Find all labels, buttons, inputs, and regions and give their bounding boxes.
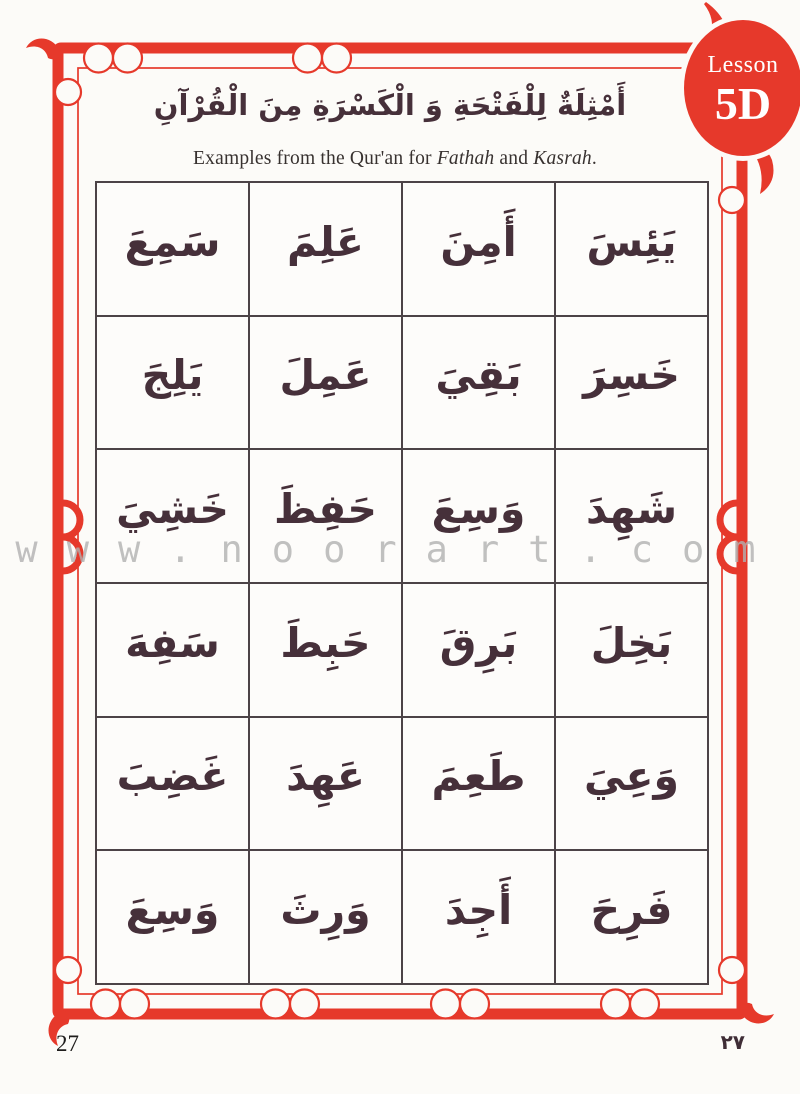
examples-table [95, 181, 709, 985]
table-cell: طَعِمَ [402, 717, 555, 851]
watermark: www.noorart.com [15, 528, 785, 571]
lesson-badge-label: Lesson [707, 51, 779, 78]
table-cell: يَلِجَ [96, 316, 249, 450]
table-cell: وَرِثَ [249, 850, 402, 984]
table-cell: عَهِدَ [249, 717, 402, 851]
table-cell: حَبِطَ [249, 583, 402, 717]
table-cell: وَسِعَ [96, 850, 249, 984]
table-cell: بَرِقَ [402, 583, 555, 717]
table-cell: يَئِسَ [555, 182, 708, 316]
table-cell: وَعِيَ [555, 717, 708, 851]
table-cell: سَمِعَ [96, 182, 249, 316]
subtitle-middle: and [494, 148, 534, 169]
table-cell: خَشِيَ [96, 449, 249, 583]
table-cell: حَفِظَ [249, 449, 402, 583]
table-cell: بَقِيَ [402, 316, 555, 450]
lesson-badge [684, 20, 800, 156]
subtitle-term-fathah: Fathah [436, 148, 495, 169]
table-cell: بَخِلَ [555, 583, 708, 717]
subtitle-prefix: Examples from the Qur'an for [193, 148, 437, 169]
table-cell: أَمِنَ [402, 182, 555, 316]
page-title-arabic: أَمْثِلَةٌ لِلْفَتْحَةِ وَ الْكَسْرَةِ مِنَ الْقُرْآنِ [153, 88, 627, 122]
table-cell: عَلِمَ [249, 182, 402, 316]
page-number-arabic: ٢٧ [720, 1030, 745, 1054]
table-cell: أَجِدَ [402, 850, 555, 984]
table-cell: شَهِدَ [555, 449, 708, 583]
page-subtitle [60, 148, 730, 170]
subtitle-suffix: . [591, 148, 597, 169]
subtitle-term-kasrah: Kasrah [533, 148, 592, 169]
table-cell: خَسِرَ [555, 316, 708, 450]
page-number-latin: 27 [56, 1031, 79, 1056]
table-cell: غَضِبَ [96, 717, 249, 851]
table-cell: فَرِحَ [555, 850, 708, 984]
lesson-badge-number: 5D [714, 77, 772, 129]
table-cell: سَفِهَ [96, 583, 249, 717]
table-cell: وَسِعَ [402, 449, 555, 583]
table-cell: عَمِلَ [249, 316, 402, 450]
